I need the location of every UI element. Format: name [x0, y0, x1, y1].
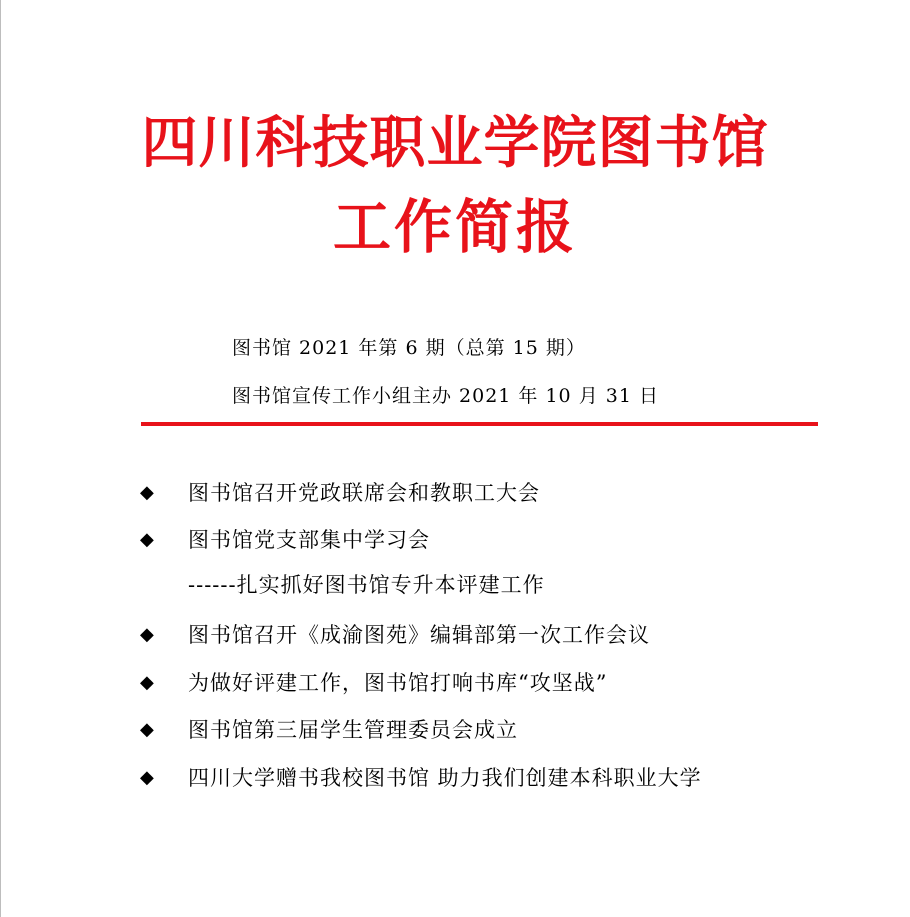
red-divider-rule [141, 422, 818, 426]
diamond-icon: ◆ [140, 481, 154, 503]
list-item-text: 四川大学赠书我校图书馆 助力我们创建本科职业大学 [188, 766, 702, 790]
diamond-icon: ◆ [140, 671, 154, 693]
list-item-text: 图书馆第三届学生管理委员会成立 [188, 718, 518, 742]
list-item [140, 476, 540, 508]
diamond-icon: ◆ [140, 528, 154, 550]
diamond-icon: ◆ [140, 623, 154, 645]
list-item [140, 761, 702, 793]
list-item-subtitle: ------扎实抓好图书馆专升本评建工作 [188, 573, 545, 597]
issue-info: 图书馆 2021 年第 6 期（总第 15 期） [232, 337, 586, 359]
list-item [140, 713, 518, 745]
list-item [140, 618, 650, 650]
list-item-text: 图书馆党支部集中学习会 [188, 528, 430, 552]
newsletter-title: 四川科技职业学院图书馆 [141, 111, 769, 176]
list-item-text: 为做好评建工作，图书馆打响书库“攻坚战” [188, 671, 608, 695]
list-item [140, 666, 607, 698]
list-item-text: 图书馆召开党政联席会和教职工大会 [188, 481, 540, 505]
newsletter-subtitle: 工作简报 [332, 193, 577, 261]
list-item [140, 523, 430, 555]
publisher-date-info: 图书馆宣传工作小组主办 2021 年 10 月 31 日 [232, 385, 659, 407]
diamond-icon: ◆ [140, 766, 154, 788]
diamond-icon: ◆ [140, 718, 154, 740]
list-item-text: 图书馆召开《成渝图苑》编辑部第一次工作会议 [188, 623, 650, 647]
